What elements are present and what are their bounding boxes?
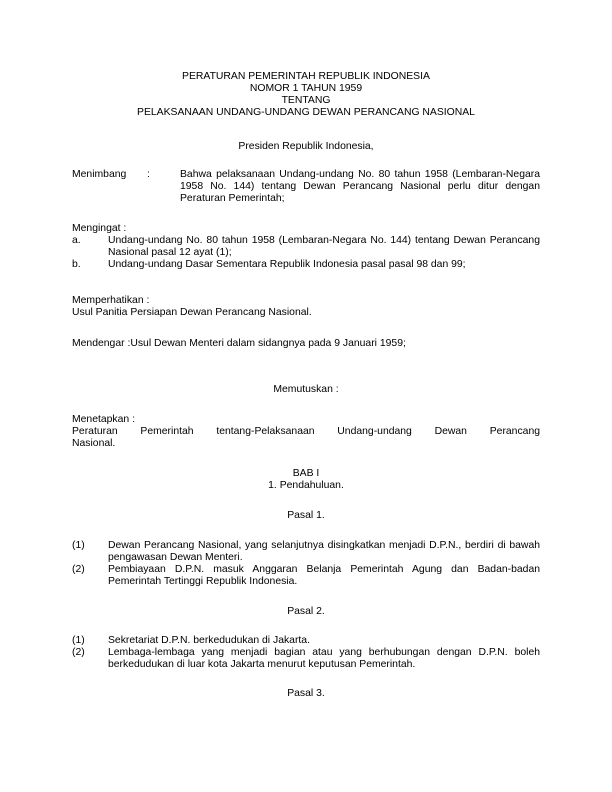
list-item	[72, 259, 540, 271]
item-text: Sekretariat D.P.N. berkedudukan di Jakarta.	[108, 635, 310, 646]
bab-title: BAB I	[292, 468, 320, 479]
title-line: PELAKSANAAN UNDANG-UNDANG DEWAN PERANCANG NASIONAL	[137, 107, 475, 118]
item-text: Lembaga-lembaga yang menjadi bagian atau yang berhubungan dengan D.P.N. boleh berkedudukan di luar kota Jakarta menurut keputusan Pemerintah.	[108, 647, 540, 670]
document-title	[72, 71, 540, 119]
menetapkan-text: Peraturan Pemerintah tentang-Pelaksanaan Undang-undang Dewan Perancang	[72, 426, 540, 437]
president-line: Presiden Republik Indonesia,	[238, 141, 374, 152]
memperhatikan-section	[72, 295, 540, 319]
mengingat-section	[72, 223, 540, 271]
pasal-2-items	[72, 635, 540, 671]
list-item	[72, 564, 540, 588]
title-line: TENTANG	[281, 95, 331, 106]
item-text: Undang-undang No. 80 tahun 1958 (Lembaran-Negara No. 144) tentang Dewan Perancang Nasional pasal 12 ayat (1);	[108, 235, 540, 258]
item-text: Dewan Perancang Nasional, yang selanjutnya disingkatkan menjadi D.P.N., berdiri di bawah pengawasan Dewan Menteri.	[108, 540, 540, 563]
menimbang-colon: :	[147, 169, 150, 180]
menetapkan-heading: Menetapkan :	[72, 414, 135, 425]
bab-subtitle: 1. Pendahuluan.	[268, 480, 344, 491]
item-label: (1)	[72, 540, 85, 551]
item-label: (2)	[72, 647, 85, 658]
list-item	[72, 635, 540, 647]
pasal-1-title: Pasal 1.	[287, 510, 325, 521]
item-text: Pembiayaan D.P.N. masuk Anggaran Belanja Pemerintah Agung dan Badan-badan Pemerintah Tertinggi Republik Indonesia.	[108, 564, 540, 587]
item-label: (1)	[72, 635, 85, 646]
pasal-1-items	[72, 540, 540, 588]
item-label: a.	[72, 235, 81, 246]
memutuskan-heading: Memutuskan :	[273, 384, 339, 395]
pasal-3-title: Pasal 3.	[287, 688, 325, 699]
memperhatikan-heading: Memperhatikan :	[72, 295, 150, 306]
item-label: (2)	[72, 564, 85, 575]
title-line: NOMOR 1 TAHUN 1959	[249, 83, 363, 94]
menimbang-section	[72, 169, 540, 205]
bab-heading	[72, 468, 540, 492]
title-line: PERATURAN PEMERINTAH REPUBLIK INDONESIA	[182, 71, 430, 82]
list-item	[72, 235, 540, 259]
item-label: b.	[72, 259, 81, 270]
mendengar-line: Mendengar :Usul Dewan Menteri dalam sidangnya pada 9 Januari 1959;	[72, 338, 406, 349]
menetapkan-text-cont: Nasional.	[72, 438, 116, 449]
menetapkan-section	[72, 414, 540, 450]
menimbang-label: Menimbang	[72, 169, 127, 180]
list-item	[72, 540, 540, 564]
list-item	[72, 647, 540, 671]
mengingat-heading: Mengingat :	[72, 223, 127, 234]
menimbang-text: Bahwa pelaksanaan Undang-undang No. 80 tahun 1958 (Lembaran-Negara 1958 No. 144) tentang Dewan Perancang Nasional perlu ditur dengan Peraturan Pemerintah;	[180, 169, 540, 204]
item-text: Undang-undang Dasar Sementara Republik Indonesia pasal pasal 98 dan 99;	[108, 259, 466, 270]
pasal-2-title: Pasal 2.	[287, 606, 325, 617]
memperhatikan-text: Usul Panitia Persiapan Dewan Perancang Nasional.	[72, 307, 312, 318]
